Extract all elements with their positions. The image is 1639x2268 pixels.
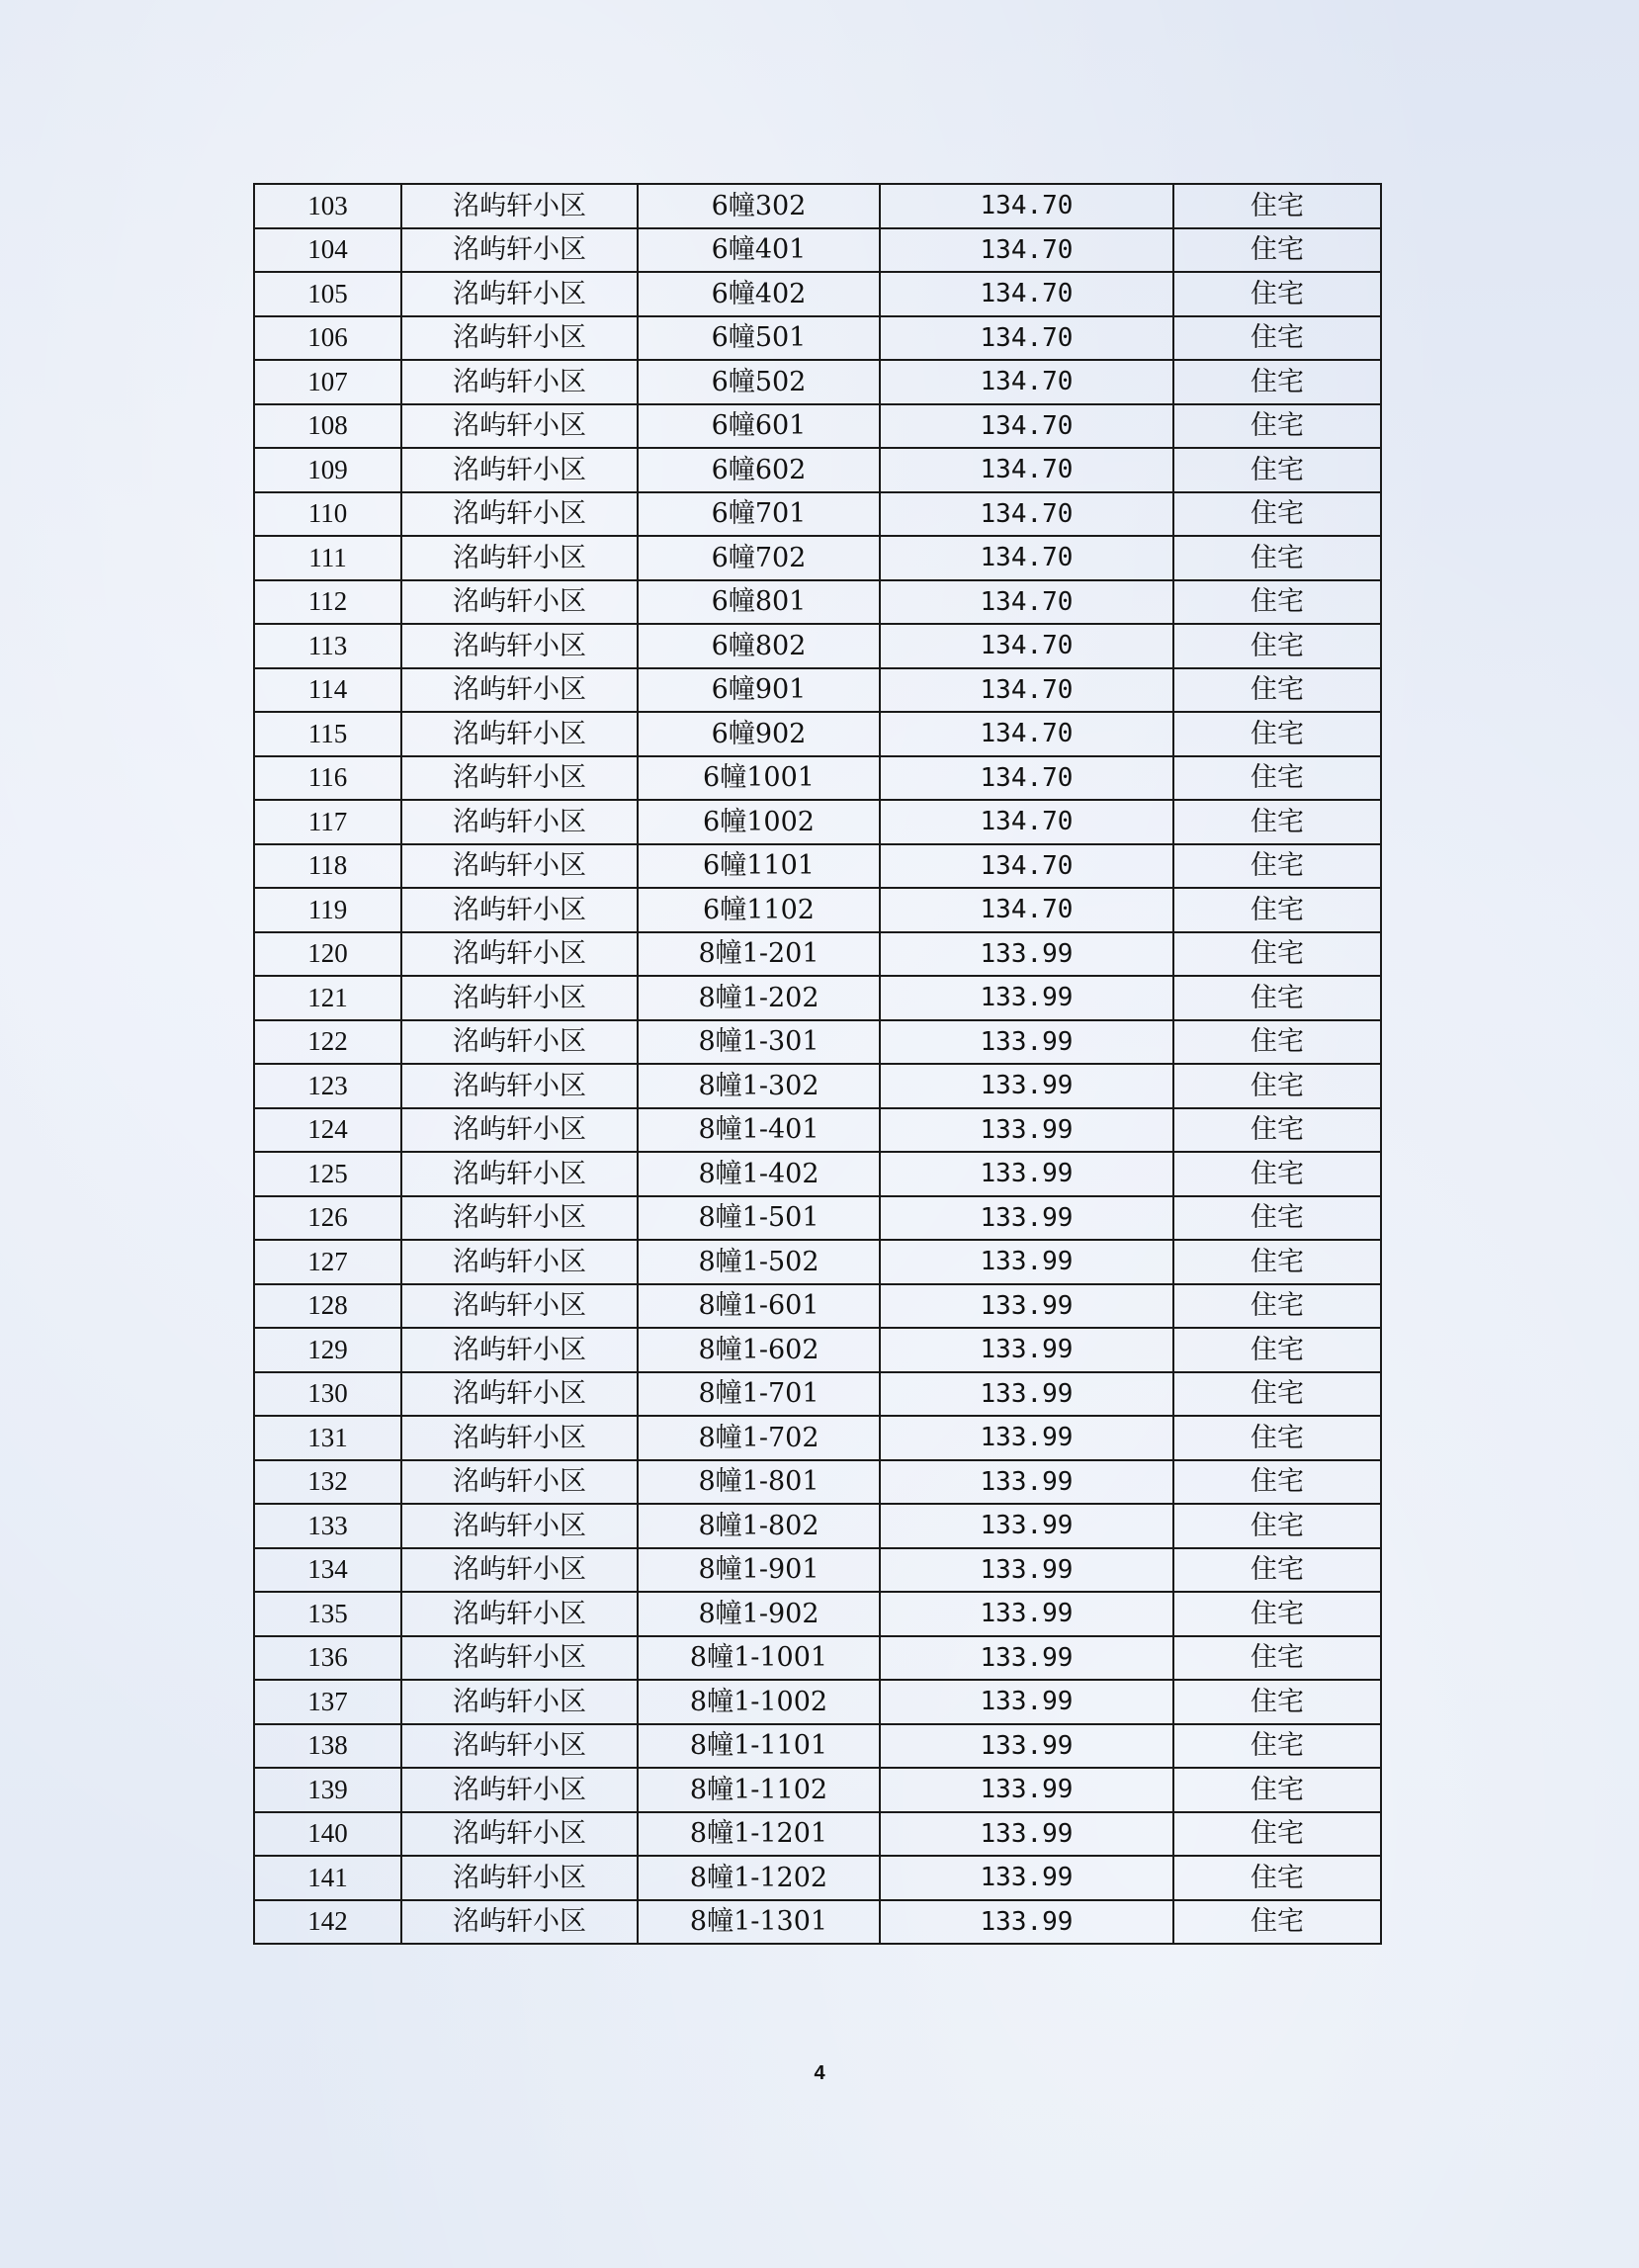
cell-community-name: 洺屿轩小区 xyxy=(401,316,638,361)
cell-usage-type: 住宅 xyxy=(1173,1064,1381,1108)
cell-floor-area: 134.70 xyxy=(880,844,1173,889)
cell-community-name: 洺屿轩小区 xyxy=(401,844,638,889)
cell-serial-number: 112 xyxy=(254,580,401,625)
cell-unit-number: 8幢1-402 xyxy=(638,1152,880,1196)
cell-community-name: 洺屿轩小区 xyxy=(401,580,638,625)
cell-serial-number: 116 xyxy=(254,756,401,801)
cell-usage-type: 住宅 xyxy=(1173,1196,1381,1241)
cell-floor-area: 134.70 xyxy=(880,316,1173,361)
cell-floor-area: 133.99 xyxy=(880,1372,1173,1417)
cell-community-name: 洺屿轩小区 xyxy=(401,888,638,932)
cell-floor-area: 134.70 xyxy=(880,624,1173,668)
table-row xyxy=(254,536,1381,580)
cell-usage-type: 住宅 xyxy=(1173,580,1381,625)
table-row xyxy=(254,1548,1381,1593)
property-table-container xyxy=(253,183,1380,1945)
cell-serial-number: 104 xyxy=(254,228,401,273)
table-row xyxy=(254,448,1381,492)
table-row xyxy=(254,1812,1381,1857)
cell-usage-type: 住宅 xyxy=(1173,1856,1381,1900)
cell-usage-type: 住宅 xyxy=(1173,184,1381,228)
cell-community-name: 洺屿轩小区 xyxy=(401,1592,638,1636)
table-row xyxy=(254,1240,1381,1284)
cell-usage-type: 住宅 xyxy=(1173,1812,1381,1857)
cell-usage-type: 住宅 xyxy=(1173,1768,1381,1812)
cell-serial-number: 125 xyxy=(254,1152,401,1196)
table-row xyxy=(254,1504,1381,1548)
cell-usage-type: 住宅 xyxy=(1173,1108,1381,1153)
cell-community-name: 洺屿轩小区 xyxy=(401,1020,638,1065)
cell-floor-area: 133.99 xyxy=(880,1900,1173,1945)
cell-serial-number: 107 xyxy=(254,360,401,404)
cell-unit-number: 6幢702 xyxy=(638,536,880,580)
cell-community-name: 洺屿轩小区 xyxy=(401,1372,638,1417)
cell-usage-type: 住宅 xyxy=(1173,1548,1381,1593)
table-row xyxy=(254,976,1381,1020)
cell-unit-number: 8幢1-201 xyxy=(638,932,880,977)
cell-usage-type: 住宅 xyxy=(1173,492,1381,537)
cell-unit-number: 6幢501 xyxy=(638,316,880,361)
cell-usage-type: 住宅 xyxy=(1173,668,1381,713)
cell-community-name: 洺屿轩小区 xyxy=(401,1152,638,1196)
property-table-body xyxy=(254,184,1381,1944)
cell-community-name: 洺屿轩小区 xyxy=(401,932,638,977)
table-row xyxy=(254,1064,1381,1108)
cell-floor-area: 134.70 xyxy=(880,272,1173,316)
cell-serial-number: 123 xyxy=(254,1064,401,1108)
table-row xyxy=(254,1680,1381,1724)
cell-unit-number: 8幢1-1301 xyxy=(638,1900,880,1945)
cell-unit-number: 8幢1-901 xyxy=(638,1548,880,1593)
cell-serial-number: 124 xyxy=(254,1108,401,1153)
cell-floor-area: 134.70 xyxy=(880,360,1173,404)
cell-floor-area: 133.99 xyxy=(880,1856,1173,1900)
cell-usage-type: 住宅 xyxy=(1173,932,1381,977)
cell-floor-area: 134.70 xyxy=(880,228,1173,273)
cell-community-name: 洺屿轩小区 xyxy=(401,1636,638,1681)
table-row xyxy=(254,1460,1381,1505)
cell-usage-type: 住宅 xyxy=(1173,1020,1381,1065)
cell-unit-number: 8幢1-1001 xyxy=(638,1636,880,1681)
property-table xyxy=(253,183,1382,1945)
cell-usage-type: 住宅 xyxy=(1173,800,1381,844)
cell-floor-area: 134.70 xyxy=(880,448,1173,492)
cell-unit-number: 6幢401 xyxy=(638,228,880,273)
cell-unit-number: 6幢502 xyxy=(638,360,880,404)
table-row xyxy=(254,1724,1381,1769)
cell-unit-number: 8幢1-802 xyxy=(638,1504,880,1548)
cell-usage-type: 住宅 xyxy=(1173,1460,1381,1505)
cell-unit-number: 8幢1-501 xyxy=(638,1196,880,1241)
cell-unit-number: 8幢1-701 xyxy=(638,1372,880,1417)
cell-community-name: 洺屿轩小区 xyxy=(401,1108,638,1153)
table-row xyxy=(254,668,1381,713)
cell-floor-area: 134.70 xyxy=(880,536,1173,580)
cell-unit-number: 6幢601 xyxy=(638,404,880,449)
cell-serial-number: 122 xyxy=(254,1020,401,1065)
cell-unit-number: 8幢1-601 xyxy=(638,1284,880,1329)
cell-serial-number: 141 xyxy=(254,1856,401,1900)
table-row xyxy=(254,1856,1381,1900)
cell-community-name: 洺屿轩小区 xyxy=(401,712,638,756)
cell-unit-number: 8幢1-1101 xyxy=(638,1724,880,1769)
table-row xyxy=(254,184,1381,228)
cell-floor-area: 134.70 xyxy=(880,888,1173,932)
table-row xyxy=(254,360,1381,404)
cell-floor-area: 133.99 xyxy=(880,1240,1173,1284)
cell-unit-number: 6幢1001 xyxy=(638,756,880,801)
page-number: 4 xyxy=(814,2062,825,2084)
cell-usage-type: 住宅 xyxy=(1173,1240,1381,1284)
cell-usage-type: 住宅 xyxy=(1173,404,1381,449)
table-row xyxy=(254,712,1381,756)
cell-community-name: 洺屿轩小区 xyxy=(401,1504,638,1548)
cell-community-name: 洺屿轩小区 xyxy=(401,1240,638,1284)
table-row xyxy=(254,1020,1381,1065)
cell-floor-area: 134.70 xyxy=(880,184,1173,228)
cell-serial-number: 118 xyxy=(254,844,401,889)
table-row xyxy=(254,272,1381,316)
cell-serial-number: 108 xyxy=(254,404,401,449)
cell-unit-number: 8幢1-801 xyxy=(638,1460,880,1505)
cell-serial-number: 126 xyxy=(254,1196,401,1241)
cell-unit-number: 8幢1-401 xyxy=(638,1108,880,1153)
cell-community-name: 洺屿轩小区 xyxy=(401,448,638,492)
cell-unit-number: 6幢602 xyxy=(638,448,880,492)
cell-floor-area: 133.99 xyxy=(880,1504,1173,1548)
table-row xyxy=(254,580,1381,625)
table-row xyxy=(254,624,1381,668)
cell-serial-number: 129 xyxy=(254,1328,401,1372)
table-row xyxy=(254,1196,1381,1241)
cell-community-name: 洺屿轩小区 xyxy=(401,536,638,580)
cell-community-name: 洺屿轩小区 xyxy=(401,1284,638,1329)
cell-community-name: 洺屿轩小区 xyxy=(401,1328,638,1372)
cell-usage-type: 住宅 xyxy=(1173,448,1381,492)
cell-community-name: 洺屿轩小区 xyxy=(401,1196,638,1241)
cell-unit-number: 8幢1-301 xyxy=(638,1020,880,1065)
cell-floor-area: 134.70 xyxy=(880,404,1173,449)
table-row xyxy=(254,1592,1381,1636)
cell-serial-number: 121 xyxy=(254,976,401,1020)
cell-usage-type: 住宅 xyxy=(1173,1680,1381,1724)
table-row xyxy=(254,888,1381,932)
cell-unit-number: 8幢1-202 xyxy=(638,976,880,1020)
table-row xyxy=(254,844,1381,889)
cell-community-name: 洺屿轩小区 xyxy=(401,404,638,449)
cell-unit-number: 6幢1101 xyxy=(638,844,880,889)
cell-serial-number: 115 xyxy=(254,712,401,756)
table-row xyxy=(254,492,1381,537)
cell-serial-number: 142 xyxy=(254,1900,401,1945)
cell-floor-area: 133.99 xyxy=(880,1328,1173,1372)
cell-serial-number: 130 xyxy=(254,1372,401,1417)
cell-usage-type: 住宅 xyxy=(1173,1416,1381,1460)
cell-community-name: 洺屿轩小区 xyxy=(401,1548,638,1593)
cell-community-name: 洺屿轩小区 xyxy=(401,1064,638,1108)
cell-serial-number: 136 xyxy=(254,1636,401,1681)
table-row xyxy=(254,932,1381,977)
cell-floor-area: 133.99 xyxy=(880,1460,1173,1505)
table-row xyxy=(254,1328,1381,1372)
cell-serial-number: 133 xyxy=(254,1504,401,1548)
cell-serial-number: 139 xyxy=(254,1768,401,1812)
cell-serial-number: 111 xyxy=(254,536,401,580)
table-row xyxy=(254,316,1381,361)
cell-community-name: 洺屿轩小区 xyxy=(401,1724,638,1769)
cell-unit-number: 6幢802 xyxy=(638,624,880,668)
cell-serial-number: 119 xyxy=(254,888,401,932)
cell-community-name: 洺屿轩小区 xyxy=(401,1680,638,1724)
cell-unit-number: 8幢1-1201 xyxy=(638,1812,880,1857)
cell-serial-number: 105 xyxy=(254,272,401,316)
cell-usage-type: 住宅 xyxy=(1173,1372,1381,1417)
cell-usage-type: 住宅 xyxy=(1173,1284,1381,1329)
cell-unit-number: 8幢1-502 xyxy=(638,1240,880,1284)
cell-usage-type: 住宅 xyxy=(1173,272,1381,316)
cell-floor-area: 133.99 xyxy=(880,1020,1173,1065)
table-row xyxy=(254,756,1381,801)
cell-community-name: 洺屿轩小区 xyxy=(401,1416,638,1460)
cell-usage-type: 住宅 xyxy=(1173,1724,1381,1769)
cell-floor-area: 133.99 xyxy=(880,932,1173,977)
cell-floor-area: 133.99 xyxy=(880,1284,1173,1329)
cell-serial-number: 114 xyxy=(254,668,401,713)
cell-floor-area: 133.99 xyxy=(880,1152,1173,1196)
cell-floor-area: 133.99 xyxy=(880,1108,1173,1153)
cell-usage-type: 住宅 xyxy=(1173,536,1381,580)
cell-community-name: 洺屿轩小区 xyxy=(401,1900,638,1945)
cell-floor-area: 133.99 xyxy=(880,1812,1173,1857)
cell-floor-area: 133.99 xyxy=(880,1768,1173,1812)
cell-serial-number: 117 xyxy=(254,800,401,844)
cell-unit-number: 6幢801 xyxy=(638,580,880,625)
cell-usage-type: 住宅 xyxy=(1173,1328,1381,1372)
cell-unit-number: 6幢1102 xyxy=(638,888,880,932)
cell-usage-type: 住宅 xyxy=(1173,976,1381,1020)
cell-serial-number: 135 xyxy=(254,1592,401,1636)
cell-serial-number: 131 xyxy=(254,1416,401,1460)
cell-unit-number: 8幢1-1102 xyxy=(638,1768,880,1812)
cell-floor-area: 133.99 xyxy=(880,1064,1173,1108)
table-row xyxy=(254,1636,1381,1681)
cell-floor-area: 133.99 xyxy=(880,1592,1173,1636)
cell-floor-area: 133.99 xyxy=(880,1636,1173,1681)
cell-usage-type: 住宅 xyxy=(1173,1900,1381,1945)
cell-usage-type: 住宅 xyxy=(1173,1152,1381,1196)
cell-serial-number: 113 xyxy=(254,624,401,668)
cell-community-name: 洺屿轩小区 xyxy=(401,272,638,316)
cell-floor-area: 133.99 xyxy=(880,1416,1173,1460)
cell-floor-area: 134.70 xyxy=(880,712,1173,756)
cell-usage-type: 住宅 xyxy=(1173,1504,1381,1548)
cell-usage-type: 住宅 xyxy=(1173,360,1381,404)
cell-usage-type: 住宅 xyxy=(1173,712,1381,756)
cell-community-name: 洺屿轩小区 xyxy=(401,976,638,1020)
cell-unit-number: 6幢902 xyxy=(638,712,880,756)
cell-unit-number: 6幢402 xyxy=(638,272,880,316)
cell-serial-number: 103 xyxy=(254,184,401,228)
cell-serial-number: 132 xyxy=(254,1460,401,1505)
cell-serial-number: 138 xyxy=(254,1724,401,1769)
cell-community-name: 洺屿轩小区 xyxy=(401,1768,638,1812)
cell-unit-number: 8幢1-302 xyxy=(638,1064,880,1108)
table-row xyxy=(254,1108,1381,1153)
cell-usage-type: 住宅 xyxy=(1173,228,1381,273)
cell-floor-area: 133.99 xyxy=(880,1196,1173,1241)
table-row xyxy=(254,404,1381,449)
cell-floor-area: 133.99 xyxy=(880,1680,1173,1724)
table-row xyxy=(254,1372,1381,1417)
cell-serial-number: 120 xyxy=(254,932,401,977)
cell-floor-area: 133.99 xyxy=(880,1724,1173,1769)
cell-community-name: 洺屿轩小区 xyxy=(401,800,638,844)
table-row xyxy=(254,1416,1381,1460)
table-row xyxy=(254,1900,1381,1945)
cell-community-name: 洺屿轩小区 xyxy=(401,756,638,801)
cell-community-name: 洺屿轩小区 xyxy=(401,360,638,404)
cell-unit-number: 6幢302 xyxy=(638,184,880,228)
cell-community-name: 洺屿轩小区 xyxy=(401,1856,638,1900)
cell-community-name: 洺屿轩小区 xyxy=(401,624,638,668)
cell-serial-number: 127 xyxy=(254,1240,401,1284)
cell-unit-number: 6幢901 xyxy=(638,668,880,713)
table-row xyxy=(254,1768,1381,1812)
table-row xyxy=(254,1152,1381,1196)
cell-serial-number: 137 xyxy=(254,1680,401,1724)
cell-usage-type: 住宅 xyxy=(1173,316,1381,361)
cell-serial-number: 140 xyxy=(254,1812,401,1857)
cell-usage-type: 住宅 xyxy=(1173,844,1381,889)
cell-serial-number: 110 xyxy=(254,492,401,537)
cell-floor-area: 134.70 xyxy=(880,756,1173,801)
cell-unit-number: 8幢1-602 xyxy=(638,1328,880,1372)
cell-floor-area: 134.70 xyxy=(880,668,1173,713)
cell-floor-area: 133.99 xyxy=(880,976,1173,1020)
table-row xyxy=(254,800,1381,844)
cell-serial-number: 134 xyxy=(254,1548,401,1593)
cell-usage-type: 住宅 xyxy=(1173,888,1381,932)
cell-floor-area: 134.70 xyxy=(880,800,1173,844)
cell-serial-number: 109 xyxy=(254,448,401,492)
cell-usage-type: 住宅 xyxy=(1173,624,1381,668)
cell-community-name: 洺屿轩小区 xyxy=(401,668,638,713)
cell-community-name: 洺屿轩小区 xyxy=(401,184,638,228)
cell-community-name: 洺屿轩小区 xyxy=(401,1460,638,1505)
cell-community-name: 洺屿轩小区 xyxy=(401,492,638,537)
table-row xyxy=(254,1284,1381,1329)
cell-unit-number: 8幢1-1202 xyxy=(638,1856,880,1900)
cell-unit-number: 8幢1-1002 xyxy=(638,1680,880,1724)
cell-community-name: 洺屿轩小区 xyxy=(401,228,638,273)
cell-community-name: 洺屿轩小区 xyxy=(401,1812,638,1857)
cell-serial-number: 128 xyxy=(254,1284,401,1329)
cell-floor-area: 134.70 xyxy=(880,580,1173,625)
cell-floor-area: 134.70 xyxy=(880,492,1173,537)
cell-usage-type: 住宅 xyxy=(1173,1636,1381,1681)
cell-unit-number: 6幢701 xyxy=(638,492,880,537)
cell-unit-number: 8幢1-902 xyxy=(638,1592,880,1636)
cell-floor-area: 133.99 xyxy=(880,1548,1173,1593)
cell-unit-number: 6幢1002 xyxy=(638,800,880,844)
table-row xyxy=(254,228,1381,273)
cell-usage-type: 住宅 xyxy=(1173,1592,1381,1636)
cell-serial-number: 106 xyxy=(254,316,401,361)
cell-usage-type: 住宅 xyxy=(1173,756,1381,801)
cell-unit-number: 8幢1-702 xyxy=(638,1416,880,1460)
